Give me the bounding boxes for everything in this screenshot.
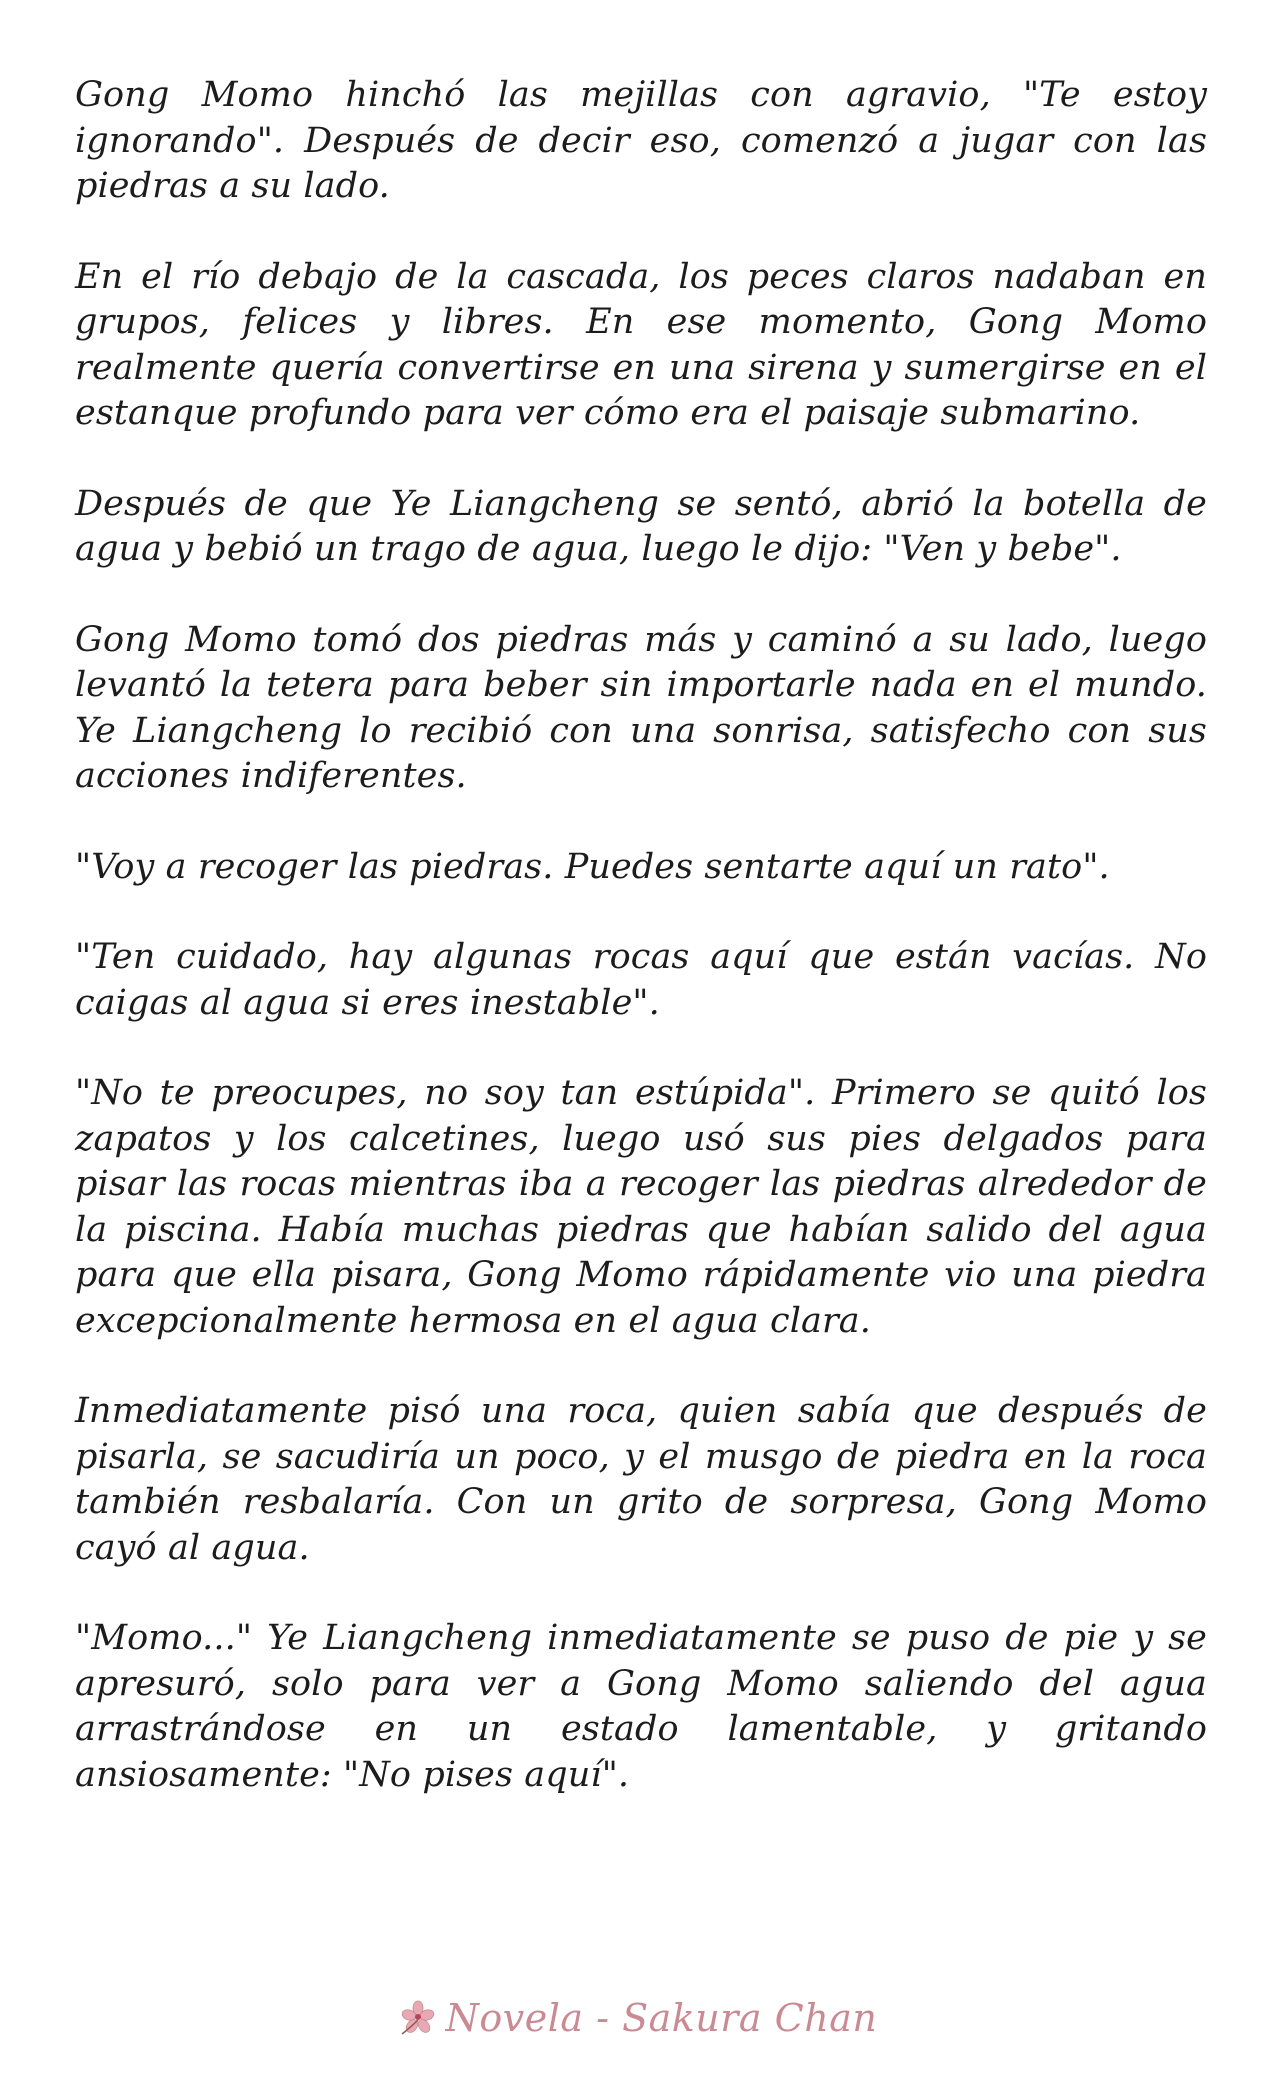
paragraph-3: Después de que Ye Liangcheng se sentó, abrió la botella de agua y bebió un trago de agua, luego le dijo: "Ven y bebe". <box>75 483 1207 569</box>
sakura-flower-icon <box>398 1998 438 2038</box>
paragraph-6: "Ten cuidado, hay algunas rocas aquí que están vacías. No caigas al agua si eres inestable". <box>75 937 1207 1023</box>
paragraph-7: "No te preocupes, no soy tan estúpida". Primero se quitó los zapatos y los calcetines, luego usó sus pies delgados para pisar las rocas mientras iba a recoger las piedras alrededor de la piscina. Había muchas piedras que habían salido del agua para que ella pisara, Gong Momo rápidamente vio una piedra excepcionalmente hermosa en el agua clara. <box>75 1073 1207 1341</box>
paragraph-1: Gong Momo hinchó las mejillas con agravio, "Te estoy ignorando". Después de decir eso, comenzó a jugar con las piedras a su lado. <box>75 75 1207 206</box>
paragraph-2: En el río debajo de la cascada, los peces claros nadaban en grupos, felices y libres. En ese momento, Gong Momo realmente quería convertirse en una sirena y sumergirse en el estanque profundo para ver cómo era el paisaje submarino. <box>75 256 1207 433</box>
chapter-text <box>75 73 1207 1843</box>
paragraph-9: "Momo..." Ye Liangcheng inmediatamente se puso de pie y se apresuró, solo para ver a Gong Momo saliendo del agua arrastrándose en un estado lamentable, y gritando ansiosamente: "No pises aquí". <box>75 1618 1207 1795</box>
footer-credit-text: Novela - Sakura Chan <box>445 1996 878 2040</box>
paragraph-8: Inmediatamente pisó una roca, quien sabía que después de pisarla, se sacudiría un poco, y el musgo de piedra en la roca también resbalaría. Con un grito de sorpresa, Gong Momo cayó al agua. <box>75 1391 1207 1568</box>
paragraph-5: "Voy a recoger las piedras. Puedes sentarte aquí un rato". <box>75 846 1110 887</box>
paragraph-4: Gong Momo tomó dos piedras más y caminó a su lado, luego levantó la tetera para beber sin importarle nada en el mundo. Ye Liangcheng lo recibió con una sonrisa, satisfecho con sus acciones indiferentes. <box>75 619 1207 796</box>
watermark-footer <box>0 1988 1275 2048</box>
